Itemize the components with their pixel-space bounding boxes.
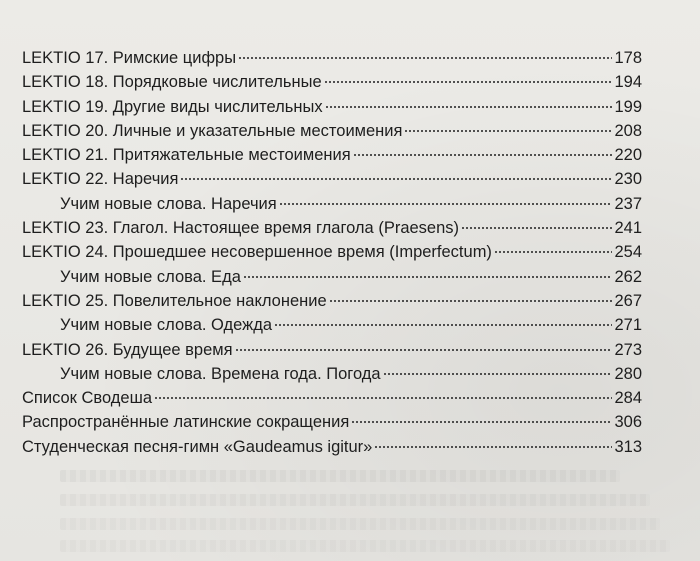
toc-entry-title: Учим новые слова. Одежда <box>60 316 272 335</box>
toc-entry <box>22 46 642 70</box>
dot-leader <box>180 178 612 180</box>
toc-entry <box>22 338 642 362</box>
toc-entry-title: LEKTIO 23. Глагол. Настоящее время глагола (Praesens) <box>22 219 460 238</box>
toc-entry-page: 241 <box>614 219 642 238</box>
dot-leader <box>243 276 613 278</box>
dot-leader <box>279 203 613 205</box>
toc-entry-title: LEKTIO 25. Повелительное наклонение <box>22 291 327 310</box>
toc-entry-title: LEKTIO 19. Другие виды числительных <box>22 97 323 116</box>
toc-entry-title: LEKTIO 22. Наречия <box>22 170 179 189</box>
dot-leader <box>324 81 613 83</box>
toc-entry <box>22 216 642 240</box>
toc-entry-title: Распространённые латинские сокращения <box>22 413 350 432</box>
toc-entry-page: 220 <box>614 146 642 165</box>
dot-leader <box>353 154 613 156</box>
toc-entry-page: 254 <box>614 243 642 262</box>
toc-entry-title: LEKTIO 26. Будущее время <box>22 340 233 359</box>
toc-entry-title: LEKTIO 24. Прошедшее несовершенное время (Imperfectum) <box>22 243 492 262</box>
toc-entry <box>22 95 642 119</box>
toc-entry-page: 262 <box>614 267 642 286</box>
dot-leader <box>383 373 613 375</box>
toc-entry <box>22 167 642 191</box>
toc-entry-page: 194 <box>614 73 642 92</box>
toc-entry-page: 208 <box>614 121 642 140</box>
toc-entry-page: 237 <box>614 194 642 213</box>
dot-leader <box>154 397 612 399</box>
toc-entry <box>22 119 642 143</box>
toc-entry <box>22 265 642 289</box>
toc-entry-title: Учим новые слова. Времена года. Погода <box>60 364 381 383</box>
toc-entry-title: LEKTIO 21. Притяжательные местоимения <box>22 146 351 165</box>
dot-leader <box>461 227 612 229</box>
toc-entry-title: LEKTIO 17. Римские цифры <box>22 49 237 67</box>
dot-leader <box>351 421 612 423</box>
toc-entry <box>22 192 642 216</box>
toc-entry <box>22 143 642 167</box>
toc-entry <box>22 70 642 94</box>
toc-entry-title: LEKTIO 20. Личные и указательные местоимения <box>22 121 403 140</box>
toc-entry <box>22 435 642 459</box>
dot-leader <box>325 106 613 108</box>
dot-leader <box>494 251 613 253</box>
dot-leader <box>274 324 612 326</box>
dot-leader <box>374 446 612 448</box>
toc-entry-page: 271 <box>614 316 642 335</box>
toc-entry-page: 280 <box>614 364 642 383</box>
toc-entry-title: Студенческая песня-гимн «Gaudeamus igitur» <box>22 437 373 456</box>
toc-entry-title: Список Сводеша <box>22 389 153 408</box>
toc-entry-title: Учим новые слова. Наречия <box>60 194 277 213</box>
toc-entry-page: 284 <box>614 389 642 408</box>
dot-leader <box>238 57 612 59</box>
toc-entry <box>22 362 642 386</box>
dot-leader <box>404 130 612 132</box>
toc-entry <box>22 386 642 410</box>
table-of-contents <box>22 46 642 459</box>
toc-entry <box>22 313 642 337</box>
dot-leader <box>329 300 613 302</box>
toc-entry-page: 230 <box>614 170 642 189</box>
toc-entry-page: 267 <box>614 291 642 310</box>
toc-entry-page: 199 <box>614 97 642 116</box>
toc-entry-title: LEKTIO 18. Порядковые числительные <box>22 73 322 92</box>
dot-leader <box>235 349 613 351</box>
toc-entry-page: 306 <box>614 413 642 432</box>
toc-entry <box>22 410 642 434</box>
toc-entry-title: Учим новые слова. Еда <box>60 267 241 286</box>
toc-entry-page: 178 <box>614 49 642 67</box>
toc-entry-page: 273 <box>614 340 642 359</box>
toc-entry <box>22 289 642 313</box>
toc-entry <box>22 240 642 264</box>
toc-entry-page: 313 <box>614 437 642 456</box>
